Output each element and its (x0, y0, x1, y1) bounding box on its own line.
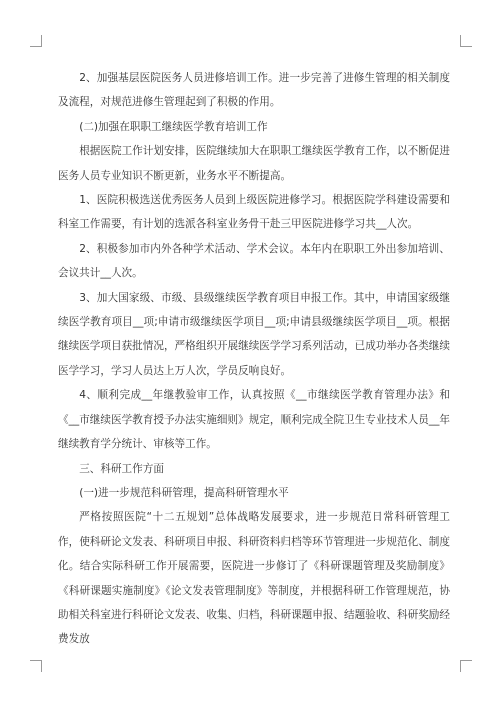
paragraph-training-grassroots: 2、加强基层医院医务人员进修培训工作。进一步完善了进修生管理的相关制度及流程，对规范进修生管理起到了积极的作用。 (58, 72, 450, 109)
paragraph-project-application: 3、加大国家级、市级、县级继续医学教育项目申报工作。其中，申请国家级继续医学教育项目__项;申请市级继续医学项目__项;申请县级继续医学项目__项。根据继续医学项目获批情况，严格组织开展继续医学学习系列活动，已成功举办各类继续医学学习，学习人员达上万人次，学员反响良好。 (58, 291, 450, 377)
paragraph-research-regulation: 严格按照医院“十二五规划”总体战略发展要求，进一步规范日常科研管理工作，使科研论文发表、科研项目申报、科研资料归档等环节管理进一步规范化、制度化。结合实际科研工作开展需要，医院进一步修订了《科研课题管理及奖励制度》《科研课题实施制度》《论文发表管理制度》等制度，并根据科研工作管理规范，协助相关科室进行科研论文发表、收集、归档，科研课题申报、结题验收、科研奖励经费发放 (58, 511, 450, 646)
paragraph-plan-arrangement: 根据医院工作计划安排，医院继续加大在职职工继续医学教育工作，以不断促进医务人员专业知识不断更新，业务水平不断提高。 (58, 145, 450, 182)
heading-in-service-education: (二)加强在职职工继续医学教育培训工作 (79, 120, 268, 133)
crop-mark-bottom-right (460, 660, 472, 672)
document-body (58, 66, 450, 652)
paragraph-academic-activities: 2、积极参加市内外各种学术活动、学术会议。本年内在职职工外出参加培训、会议共计__人次。 (58, 242, 450, 280)
paragraph-credit-review: 4、顺利完成__年继教验审工作，认真按照《__市继续医学教育管理办法》和《__市继续医学教育授予办法实施细则》规定，顺利完成全院卫生专业技术人员__年继续教育学分统计、审核等工作。 (58, 389, 450, 451)
crop-mark-bottom-left (30, 660, 42, 672)
heading-research-work: 三、科研工作方面 (79, 462, 164, 475)
heading-research-management: (一)进一步规范科研管理，提高科研管理水平 (79, 486, 289, 499)
paragraph-advanced-study: 1、医院积极选送优秀医务人员到上级医院进修学习。根据医院学科建设需要和科室工作需要，有计划的选派各科室业务骨干赴三甲医院进修学习共__人次。 (58, 194, 450, 231)
crop-mark-top-left (30, 35, 42, 47)
crop-mark-top-right (460, 35, 472, 47)
